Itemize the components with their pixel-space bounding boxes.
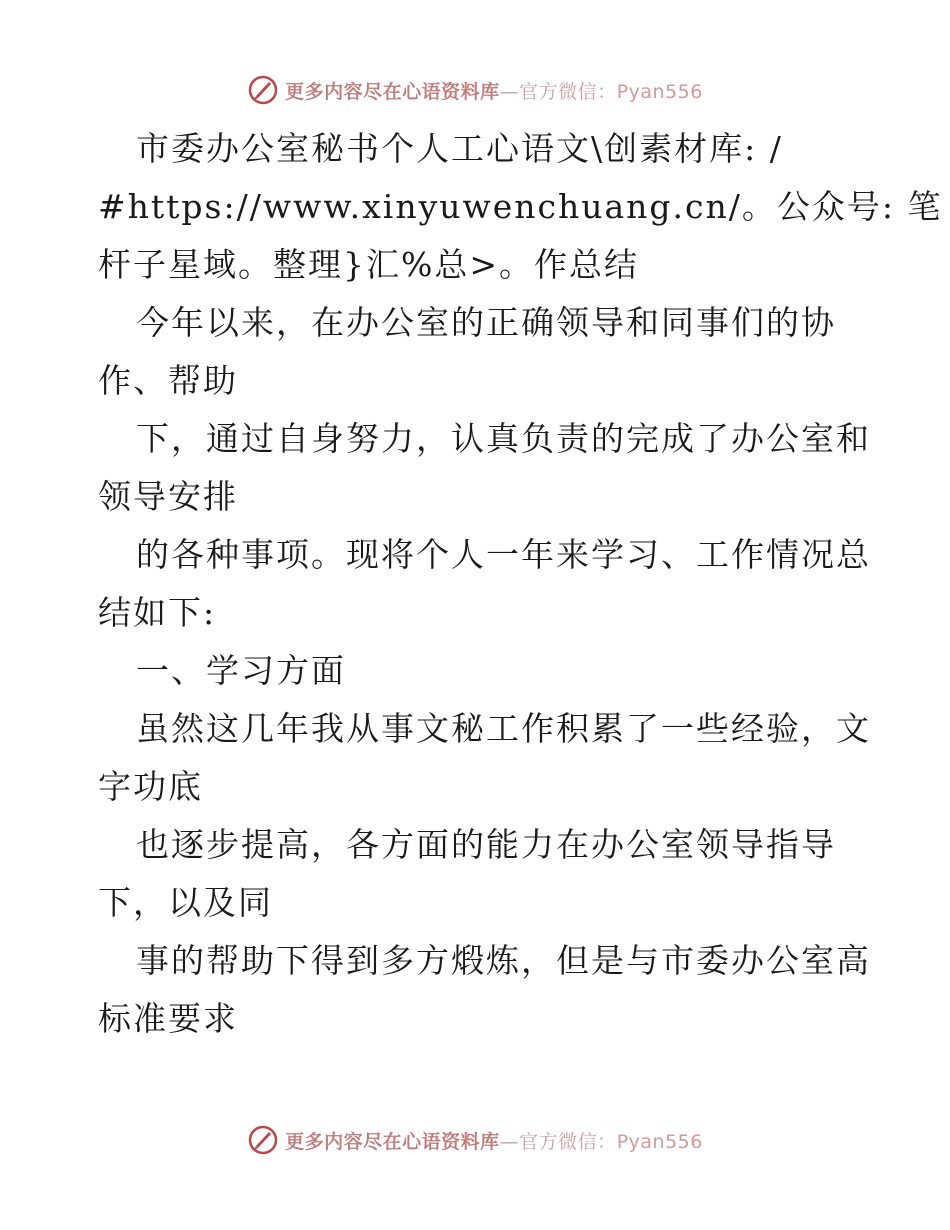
header-banner-text [285,77,703,104]
body-line: 下，以及同 [98,883,273,922]
header-dash: — [499,80,520,103]
quill-seal-logo-icon [247,1124,279,1156]
header-brand-text: 更多内容尽在心语资料库 [285,80,500,103]
footer-brand-text: 更多内容尽在心语资料库 [285,1130,500,1153]
body-line: 今年以来，在办公室的正确领导和同事们的协 [136,303,836,342]
body-line: 领导安排 [98,477,238,516]
body-line: 事的帮助下得到多方煅炼，但是与市委办公室高 [136,941,871,980]
document-body [98,120,943,1048]
body-line: #https://www.xinyuwenchuang.cn/。公众号: 笔 [98,187,943,226]
body-line: 的各种事项。现将个人一年来学习、工作情况总 [136,535,871,574]
body-line: 虽然这几年我从事文秘工作积累了一些经验，文 [136,709,871,748]
footer-wechat-id: Pyan556 [616,1130,703,1153]
header-wechat-label: 官方微信： [519,80,617,103]
body-line: 标准要求 [98,999,238,1038]
body-line: 杆子星域。整理}汇%总>。作总结 [98,245,640,284]
footer-banner [0,1120,950,1160]
body-line: 结如下: [98,593,217,632]
header-banner [0,70,950,110]
body-line: 市委办公室秘书个人工心语文\创素材库: / [136,129,783,168]
footer-wechat-label: 官方微信： [519,1130,617,1153]
body-line: 下，通过自身努力，认真负责的完成了办公室和 [136,419,871,458]
section-heading: 一、学习方面 [136,651,346,690]
footer-banner-text [285,1127,703,1154]
quill-seal-logo-icon [247,74,279,106]
body-line: 字功底 [98,767,203,806]
body-line: 作、帮助 [98,361,238,400]
body-line: 也逐步提高，各方面的能力在办公室领导指导 [136,825,836,864]
header-wechat-id: Pyan556 [616,80,703,103]
footer-dash: — [499,1130,520,1153]
